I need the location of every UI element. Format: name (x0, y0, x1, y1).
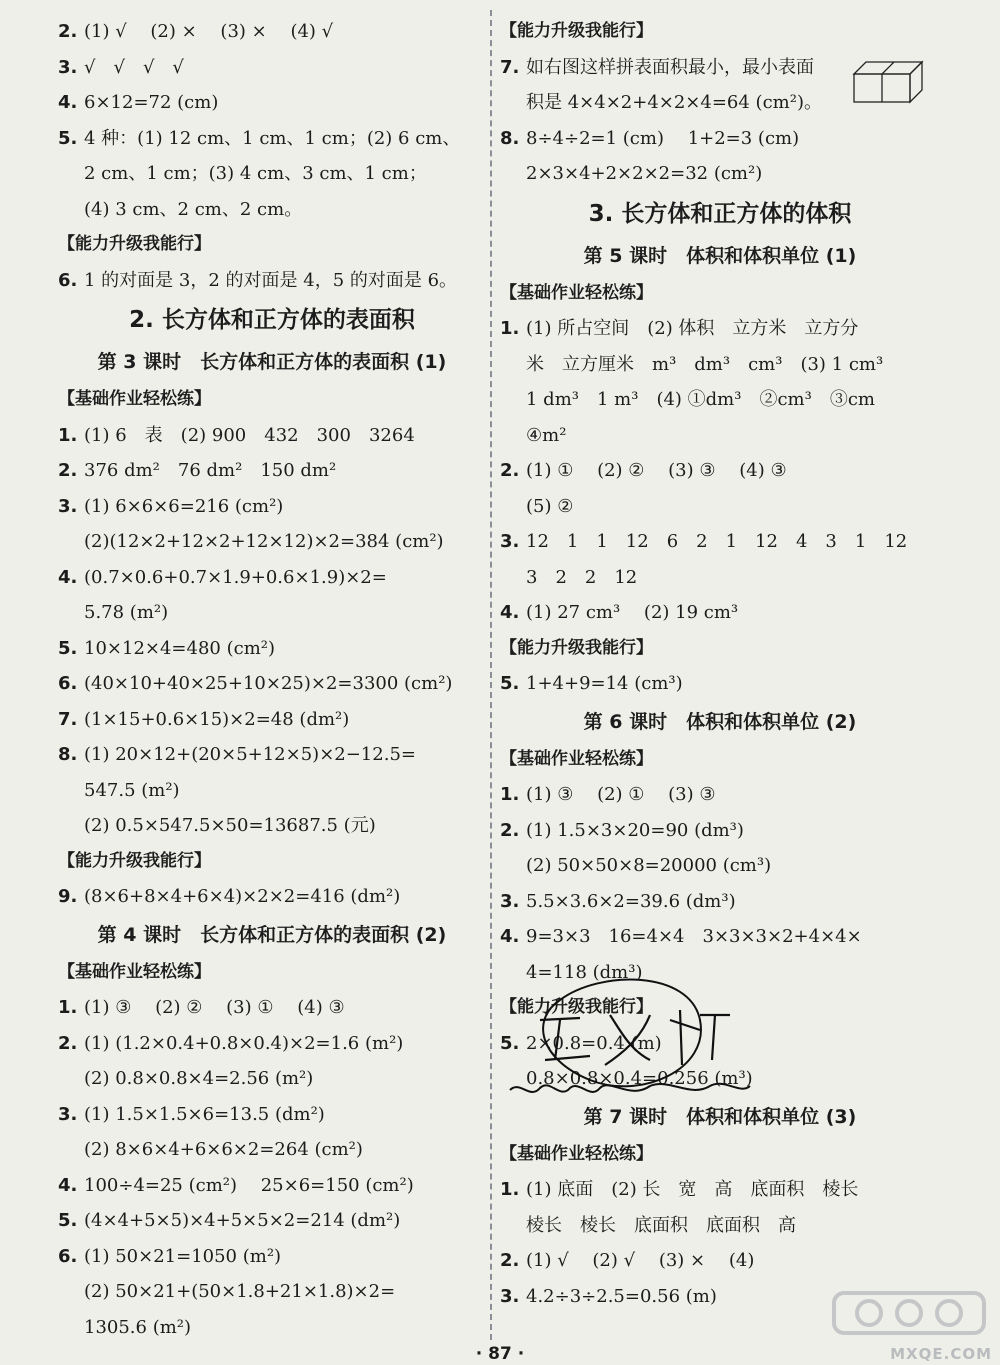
question-number: 4. (500, 926, 520, 947)
answer-line (58, 1097, 486, 1133)
answer-text: (8×6+8×4+6×4)×2×2=416 (dm²) (84, 886, 401, 907)
question-number: 6. (58, 673, 78, 694)
question-number: 6. (58, 269, 78, 291)
answer-continuation: (2) 50×50×8=20000 (cm³) (526, 855, 772, 876)
question-number: 8. (500, 127, 520, 149)
answer-text: (1) ① (2) ② (3) ③ (4) ③ (526, 460, 787, 481)
lesson-heading: 第 7 课时 体积和体积单位 (3) (583, 1105, 857, 1128)
question-number: 4. (58, 92, 78, 113)
answer-text: (1) 底面 (2) 长 宽 高 底面积 棱长 (526, 1179, 859, 1200)
answer-line (500, 453, 940, 489)
question-number: 3. (58, 1103, 78, 1125)
question-number: 3. (58, 495, 78, 517)
answer-text: (1) 所占空间 (2) 体积 立方米 立方分 (526, 318, 859, 339)
answer-text: (1) √ (2) √ (3) × (4) (526, 1250, 755, 1271)
answer-text: (1×15+0.6×15)×2=48 (dm²) (84, 708, 350, 730)
question-number: 1. (58, 424, 78, 446)
answer-line (500, 813, 940, 849)
section-tag: 【能力升级我能行】 (500, 637, 653, 658)
section-tag: 【基础作业轻松练】 (500, 1143, 653, 1164)
question-number: 2. (500, 460, 520, 481)
question-number: 1. (58, 997, 78, 1018)
answer-continuation: 2×3×4+2×2×2=32 (cm²) (526, 163, 763, 184)
answer-text: (1) 6 表 (2) 900 432 300 3264 (84, 424, 415, 446)
right-column (500, 14, 940, 1314)
answer-text: (1) ③ (2) ① (3) ③ (526, 784, 716, 805)
answer-line (500, 595, 940, 631)
answer-text: 100÷4=25 (cm²) 25×6=150 (cm²) (84, 1174, 414, 1196)
answer-continuation: 米 立方厘米 m³ dm³ cm³ (3) 1 cm³ (526, 353, 884, 375)
question-number: 6. (58, 1245, 78, 1267)
answer-line (58, 990, 486, 1026)
question-number: 5. (58, 127, 78, 149)
answer-line (58, 1203, 486, 1239)
answer-text: (1) 1.5×1.5×6=13.5 (dm²) (84, 1103, 325, 1125)
question-number: 7. (58, 708, 78, 730)
question-number: 1. (500, 318, 520, 339)
answer-continuation: 1305.6 (m²) (84, 1316, 192, 1338)
question-number: 2. (500, 819, 520, 841)
answer-line (58, 1168, 486, 1204)
answer-continuation: (2)(12×2+12×2+12×12)×2=384 (cm²) (84, 531, 444, 552)
question-number: 4. (58, 566, 78, 588)
answer-line (58, 1026, 486, 1062)
answer-line (58, 737, 486, 773)
answer-text: 376 dm² 76 dm² 150 dm² (84, 460, 337, 481)
answer-line (58, 453, 486, 489)
question-number: 4. (58, 1174, 78, 1196)
answer-continuation: (2) 50×21+(50×1.8+21×1.8)×2= (84, 1281, 396, 1302)
answer-line (500, 1243, 940, 1279)
question-number: 2. (58, 1032, 78, 1054)
chapter-heading: 2. 长方体和正方体的表面积 (129, 307, 415, 333)
answer-line (58, 418, 486, 454)
answer-continuation: (2) 0.5×547.5×50=13687.5 (元) (84, 815, 376, 836)
answer-line (58, 1239, 486, 1275)
answer-continuation: 积是 4×4×2+4×2×4=64 (cm²)。 (526, 92, 822, 113)
page-number: · 87 · (475, 1344, 525, 1364)
answer-text: 2×0.8=0.4 (m) (526, 1032, 662, 1054)
section-tag: 【基础作业轻松练】 (58, 961, 211, 982)
answer-line (58, 702, 486, 738)
answer-line (500, 121, 940, 157)
question-number: 3. (500, 890, 520, 912)
answer-continuation: (4) 3 cm、2 cm、2 cm。 (84, 198, 303, 220)
answer-text: (1) 1.5×3×20=90 (dm³) (526, 819, 744, 841)
answer-text: (1) ③ (2) ② (3) ① (4) ③ (84, 997, 345, 1018)
lesson-heading: 第 5 课时 体积和体积单位 (1) (583, 244, 857, 267)
answer-continuation: (5) ② (526, 495, 574, 517)
section-tag: 【能力升级我能行】 (58, 234, 211, 254)
question-number: 2. (500, 1250, 520, 1271)
answer-line (500, 884, 940, 920)
answer-text: √ √ √ √ (84, 56, 184, 78)
section-tag: 【基础作业轻松练】 (58, 389, 211, 409)
watermark-url: MXQE.COM (890, 1345, 992, 1363)
lesson-heading: 第 6 课时 体积和体积单位 (2) (583, 710, 857, 733)
question-number: 1. (500, 784, 520, 805)
lesson-heading: 第 3 课时 长方体和正方体的表面积 (1) (97, 351, 447, 373)
answer-line (58, 85, 486, 121)
question-number: 5. (500, 673, 520, 694)
question-number: 5. (58, 1210, 78, 1231)
question-number: 5. (58, 637, 78, 659)
question-number: 8. (58, 744, 78, 765)
answer-line (58, 50, 486, 86)
answer-text: 12 1 1 12 6 2 1 12 4 3 1 12 (526, 531, 908, 552)
answer-line (500, 1026, 940, 1062)
question-number: 5. (500, 1032, 520, 1054)
answer-line (58, 263, 486, 299)
answer-continuation: 2 cm、1 cm；(3) 4 cm、3 cm、1 cm； (84, 163, 427, 184)
answer-line (500, 1172, 940, 1208)
question-number: 3. (500, 531, 520, 552)
answer-continuation: ④m² (526, 424, 567, 446)
cuboid-figure (852, 60, 924, 104)
answer-continuation: (2) 8×6×4+6×6×2=264 (cm²) (84, 1139, 363, 1160)
column-divider (490, 10, 492, 1340)
answer-continuation: 4=118 (dm³) (526, 961, 643, 983)
question-number: 2. (58, 21, 78, 42)
question-number: 9. (58, 886, 78, 907)
answer-text: (1) 6×6×6=216 (cm²) (84, 495, 284, 517)
answer-text: 1 的对面是 3，2 的对面是 4，5 的对面是 6。 (84, 269, 458, 291)
answer-text: 10×12×4=480 (cm²) (84, 637, 275, 659)
answer-text: 如右图这样拼表面积最小，最小表面 (526, 56, 814, 78)
answer-text: 1+4+9=14 (cm³) (526, 673, 683, 694)
chapter-heading: 3. 长方体和正方体的体积 (588, 200, 852, 227)
answer-line (58, 489, 486, 525)
answer-text: (1) 50×21=1050 (m²) (84, 1245, 282, 1267)
answer-line (500, 311, 940, 347)
answer-text: (0.7×0.6+0.7×1.9+0.6×1.9)×2= (84, 566, 387, 588)
question-number: 3. (500, 1285, 520, 1307)
section-tag: 【基础作业轻松练】 (500, 748, 653, 769)
answer-continuation: (2) 0.8×0.8×4=2.56 (m²) (84, 1068, 314, 1089)
answer-line (500, 919, 940, 955)
answer-line (58, 14, 486, 50)
answer-line (500, 524, 940, 560)
answer-text: 4 种：(1) 12 cm、1 cm、1 cm；(2) 6 cm、 (84, 127, 461, 149)
question-number: 2. (58, 460, 78, 481)
lesson-heading: 第 4 课时 长方体和正方体的表面积 (2) (97, 923, 447, 946)
question-number: 7. (500, 56, 520, 78)
answer-text: (40×10+40×25+10×25)×2=3300 (cm²) (84, 673, 453, 694)
answer-text: 8÷4÷2=1 (cm) 1+2=3 (cm) (526, 127, 800, 149)
section-tag: 【基础作业轻松练】 (500, 282, 653, 303)
answer-text: 4.2÷3÷2.5=0.56 (m) (526, 1285, 717, 1307)
answer-line (58, 560, 486, 596)
answer-line (500, 777, 940, 813)
answer-line (500, 666, 940, 702)
answer-line (500, 1279, 940, 1315)
answer-line (58, 631, 486, 667)
answer-continuation: 棱长 棱长 底面积 底面积 高 (526, 1214, 796, 1236)
left-column (58, 14, 486, 1345)
question-number: 4. (500, 602, 520, 623)
question-number: 3. (58, 56, 78, 78)
answer-text: (1) (1.2×0.4+0.8×0.4)×2=1.6 (m²) (84, 1032, 404, 1054)
answer-text: (1) 20×12+(20×5+12×5)×2−12.5= (84, 744, 416, 765)
section-tag: 【能力升级我能行】 (58, 850, 211, 871)
section-tag: 【能力升级我能行】 (500, 997, 653, 1017)
answer-text: 6×12=72 (cm) (84, 92, 219, 113)
answer-line (58, 666, 486, 702)
answer-line (58, 879, 486, 915)
question-number: 1. (500, 1179, 520, 1200)
answer-text: (1) 27 cm³ (2) 19 cm³ (526, 602, 739, 623)
answer-continuation: 0.8×0.8×0.4=0.256 (m³) (526, 1068, 753, 1089)
answer-line (58, 121, 486, 157)
answer-continuation: 547.5 (m²) (84, 779, 180, 801)
answer-text: (1) √ (2) × (3) × (4) √ (84, 21, 334, 42)
answer-continuation: 3 2 2 12 (526, 566, 638, 588)
answer-continuation: 5.78 (m²) (84, 602, 169, 623)
section-tag: 【能力升级我能行】 (500, 21, 653, 41)
answer-text: 9=3×3 16=4×4 3×3×3×2+4×4× (526, 926, 862, 947)
answer-continuation: 1 dm³ 1 m³ (4) ①dm³ ②cm³ ③cm (526, 389, 875, 410)
answer-text: 5.5×3.6×2=39.6 (dm³) (526, 890, 736, 912)
answer-text: (4×4+5×5)×4+5×5×2=214 (dm²) (84, 1210, 401, 1231)
